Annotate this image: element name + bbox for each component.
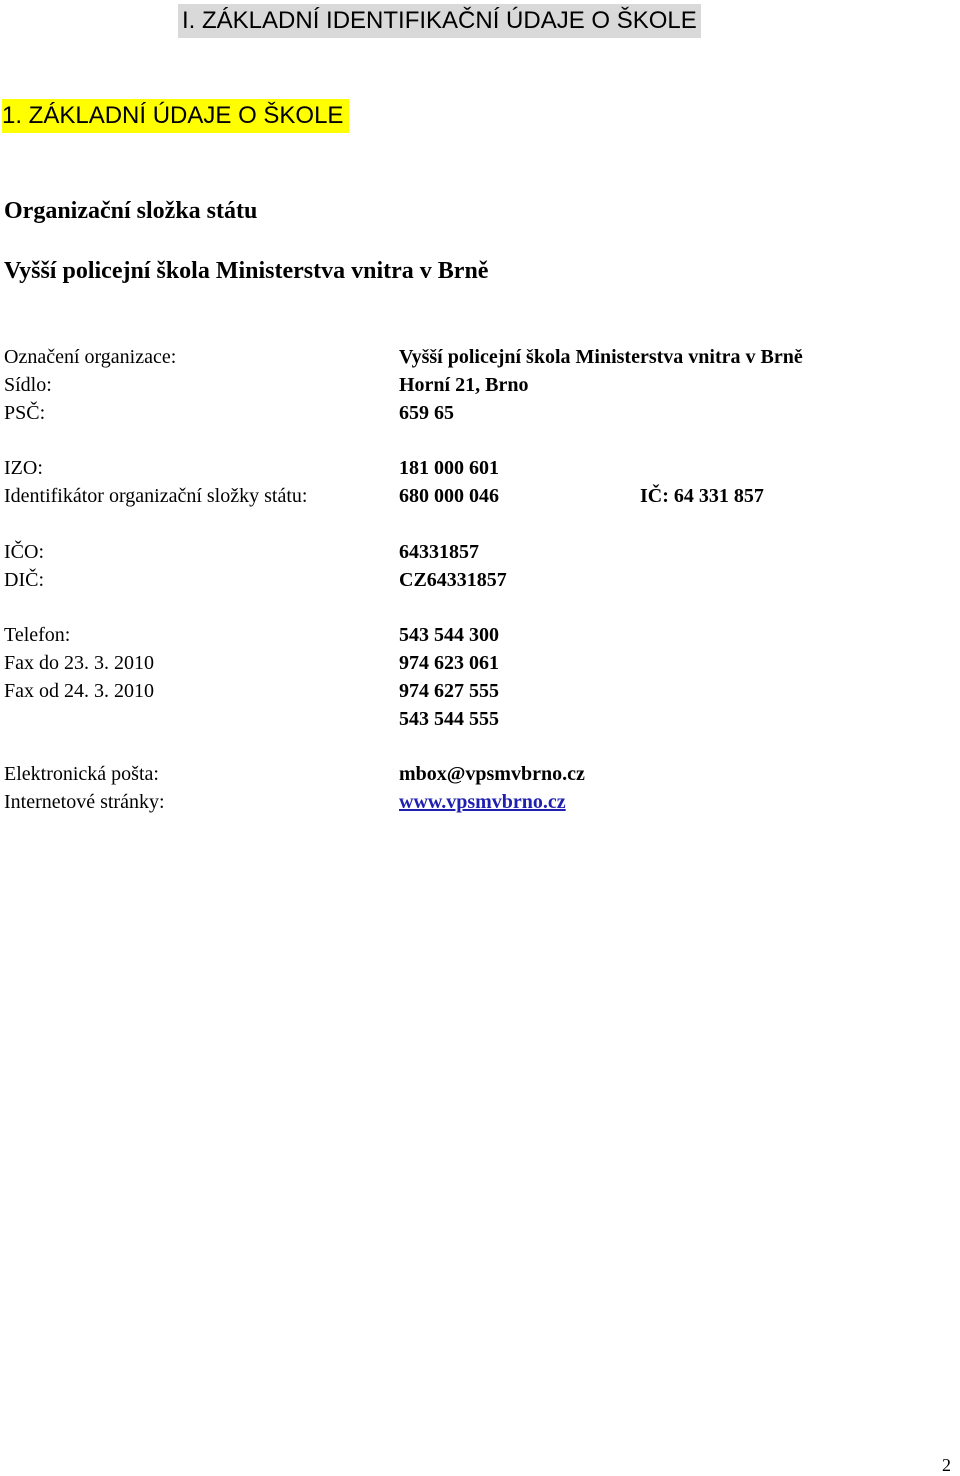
- fax-do-label: Fax do 23. 3. 2010: [4, 652, 154, 674]
- izo-value: 181 000 601: [399, 457, 499, 479]
- organization-type: Organizační složka státu: [4, 198, 258, 224]
- oznaceni-value: Vyšší policejní škola Ministerstva vnitra v Brně: [399, 346, 803, 368]
- oznaceni-label: Označení organizace:: [4, 346, 177, 368]
- sidlo-label: Sídlo:: [4, 374, 52, 396]
- main-heading: I. ZÁKLADNÍ IDENTIFIKAČNÍ ÚDAJE O ŠKOLE: [178, 4, 701, 38]
- ic-value: IČ: 64 331 857: [640, 485, 764, 507]
- psc-value: 659 65: [399, 402, 454, 424]
- dic-value: CZ64331857: [399, 569, 507, 591]
- sidlo-value: Horní 21, Brno: [399, 374, 529, 396]
- telefon-label: Telefon:: [4, 624, 71, 646]
- identifikator-value: 680 000 046: [399, 485, 499, 507]
- psc-label: PSČ:: [4, 402, 46, 424]
- fax-extra-value: 543 544 555: [399, 708, 499, 730]
- section-heading: 1. ZÁKLADNÍ ÚDAJE O ŠKOLE: [2, 99, 349, 133]
- fax-do-value: 974 623 061: [399, 652, 499, 674]
- email-label: Elektronická pošta:: [4, 763, 159, 785]
- fax-od-value: 974 627 555: [399, 680, 499, 702]
- identifikator-label: Identifikátor organizační složky státu:: [4, 485, 308, 507]
- ico-value: 64331857: [399, 541, 479, 563]
- school-name: Vyšší policejní škola Ministerstva vnitra v Brně: [4, 258, 489, 284]
- ico-label: IČO:: [4, 541, 44, 563]
- page-number: 2: [942, 1455, 951, 1475]
- fax-od-label: Fax od 24. 3. 2010: [4, 680, 154, 702]
- telefon-value: 543 544 300: [399, 624, 499, 646]
- izo-label: IZO:: [4, 457, 43, 479]
- dic-label: DIČ:: [4, 569, 44, 591]
- website-link[interactable]: www.vpsmvbrno.cz: [399, 791, 566, 813]
- email-value: mbox@vpsmvbrno.cz: [399, 763, 585, 785]
- web-label: Internetové stránky:: [4, 791, 165, 813]
